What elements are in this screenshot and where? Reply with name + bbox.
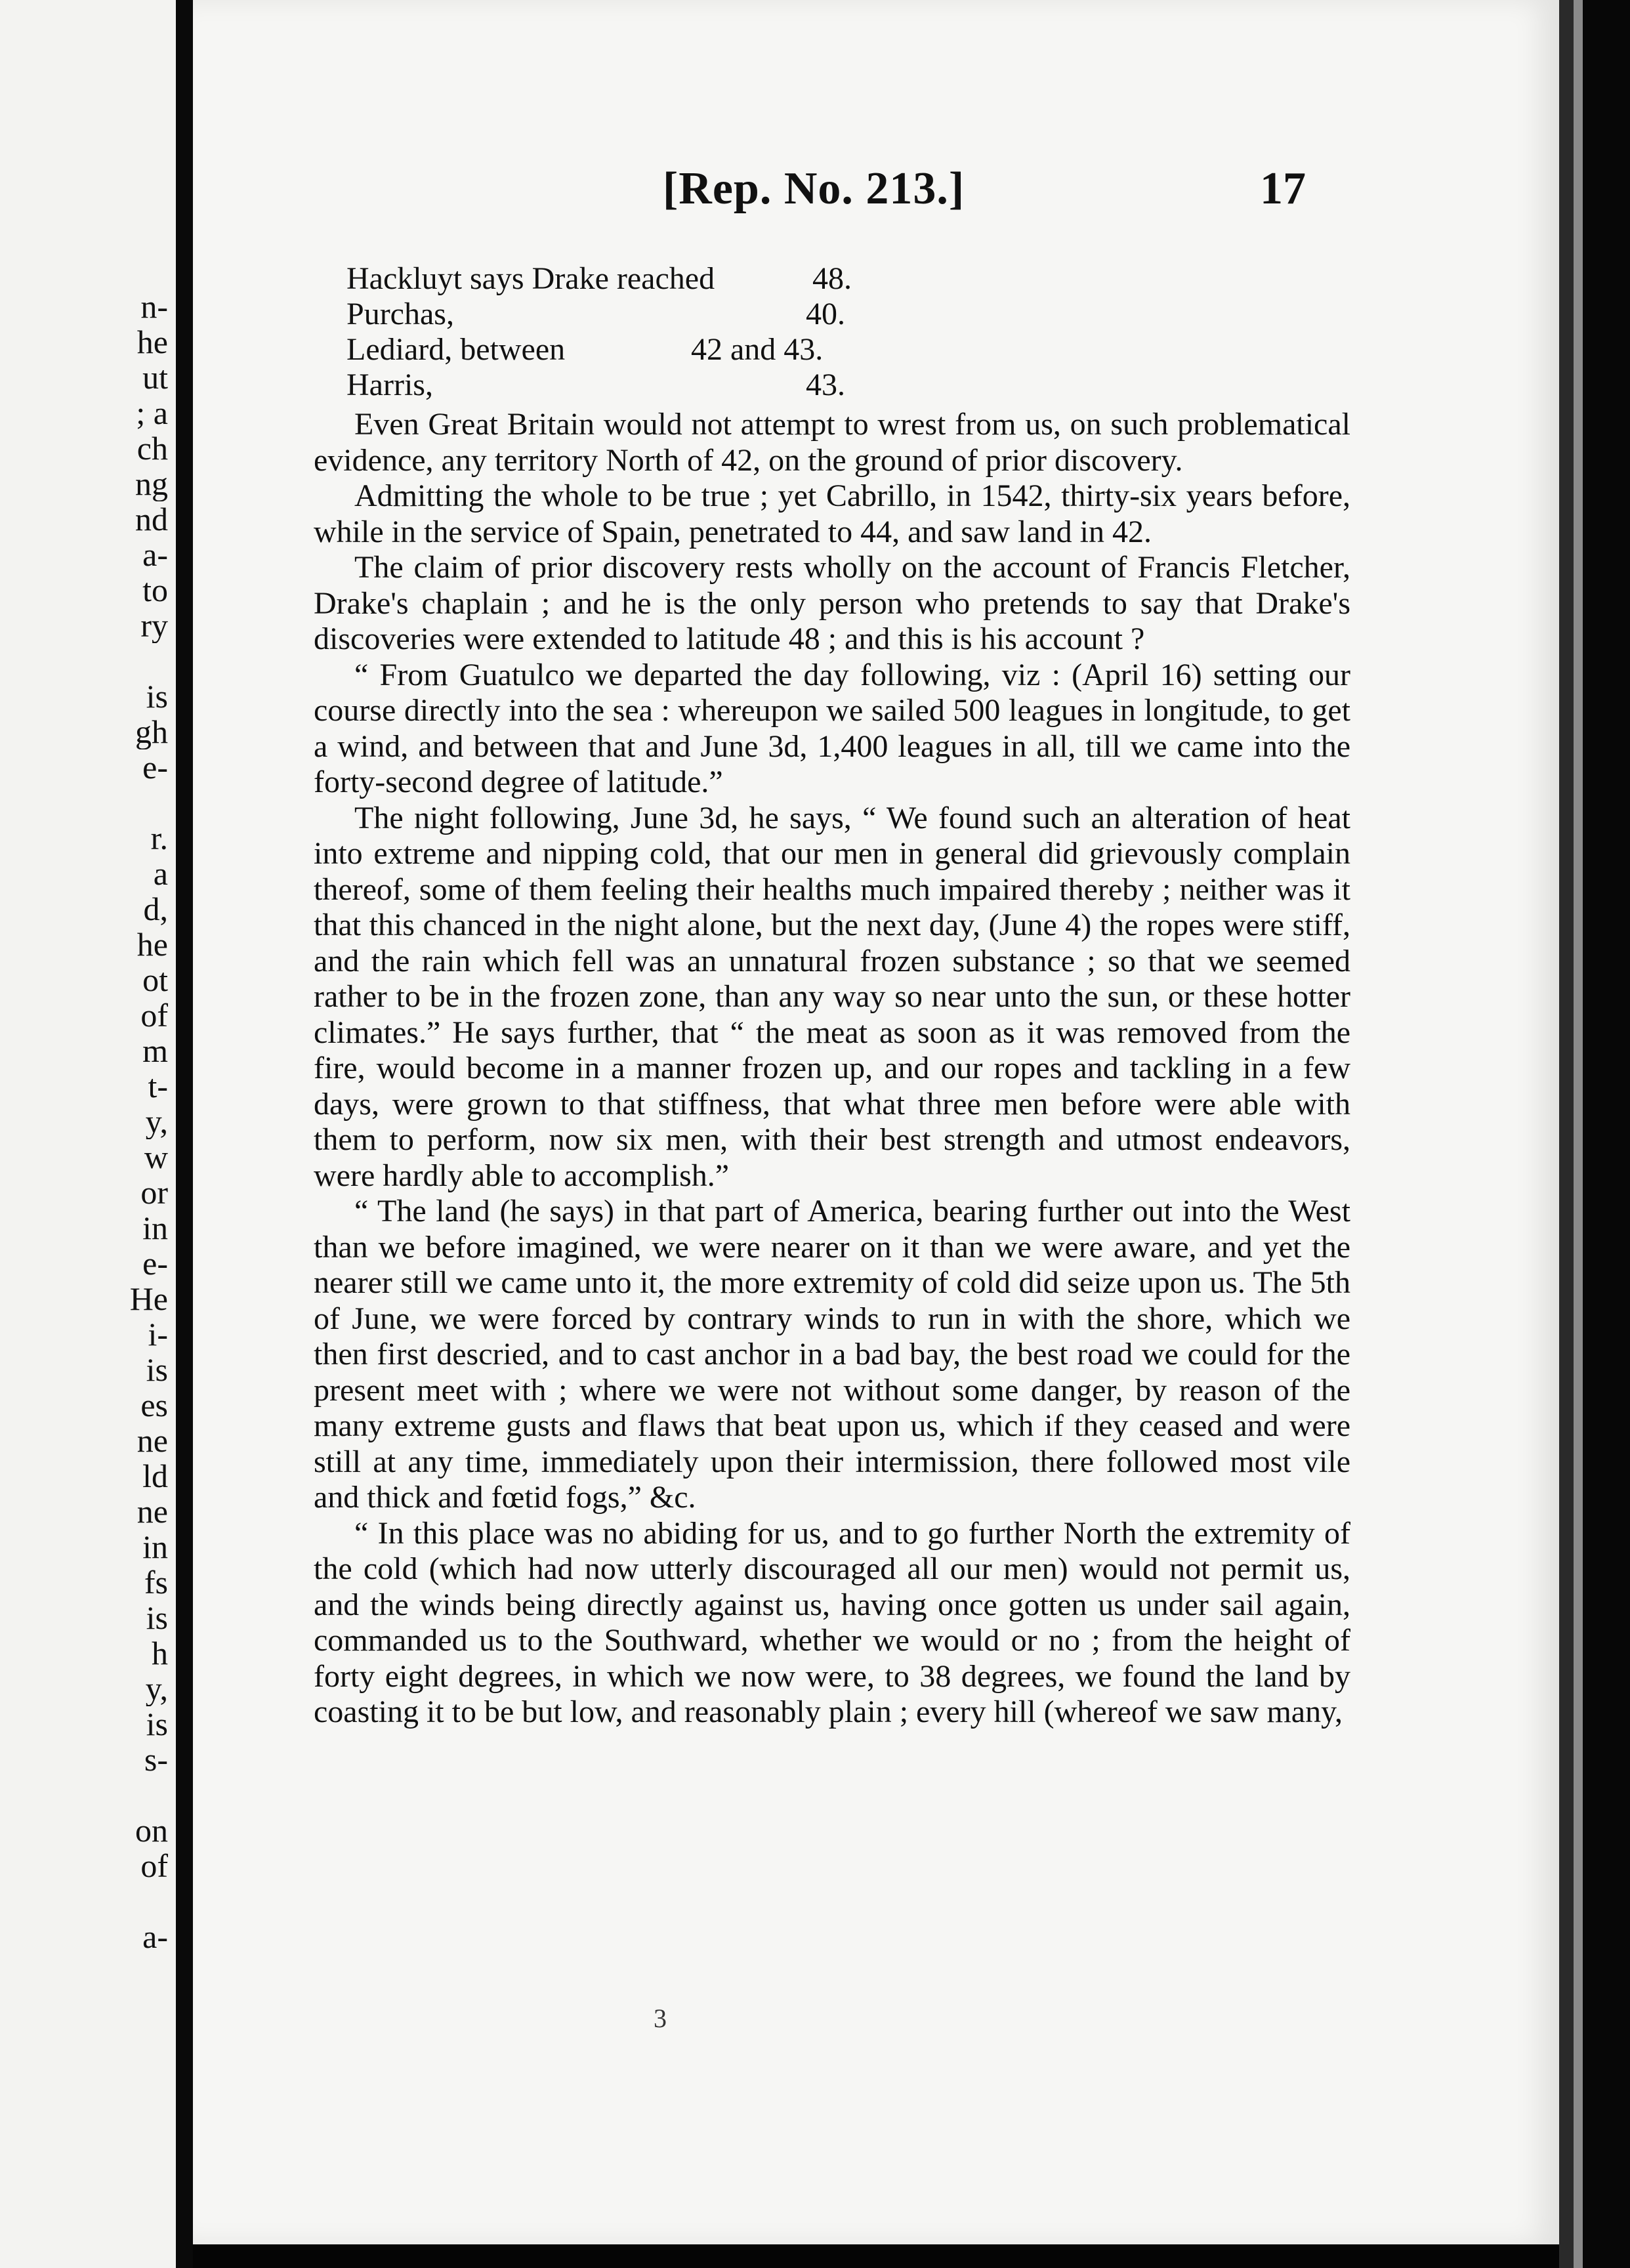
- facing-page-fragment: gh: [135, 714, 168, 749]
- facing-page-fragment: [0, 785, 176, 820]
- facing-page-fragment: a-: [142, 537, 168, 572]
- facing-page-fragment: e-: [142, 749, 168, 785]
- page-number: 17: [1260, 163, 1306, 214]
- paragraph: The night following, June 3d, he says, “ We found such an alteration of heat into extreme and nipping cold, that our men in general did grievously complain thereof, some of them feeling their healths much impaired thereby ; neither was it that this chanced in the night alone, but the next day, (June 4) the ropes were stiff, and the rain which fell was an unnatural frozen substance ; so that we seemed rather to be in the frozen zone, than any way so near unto the sun, or these hotter climates.” He says further, that “ the meat as soon as it was removed from the fire, would become in a manner frozen up, and our ropes and tackling in a few days, were grown to that stiffness, that what three men before were able with them to perform, now six men, with their best strength and utmost endeavors, were hardly able to accomplish.”: [314, 800, 1350, 1193]
- source-name: Lediard, between: [346, 332, 566, 367]
- facing-page-fragment: of: [140, 998, 168, 1033]
- latitude-value: 42 and 43.: [691, 332, 824, 367]
- facing-page-fragment: ry: [140, 608, 168, 643]
- facing-page-fragment: r.: [150, 820, 168, 856]
- facing-page-fragment: fs: [144, 1564, 168, 1600]
- quoted-paragraph: “ The land (he says) in that part of America, bearing further out into the West than we before imagined, we were nearer on it than we were aware, and yet the nearer still we came unto it, the more extremity of cold did seize upon us. The 5th of June, we were forced by contrary winds to run in with the shore, which we then first descried, and to cast anchor in a bad bay, the best road we could for the present meet with ; where we were not without some danger, by reason of the many extreme gusts and flaws that beat upon us, which if they ceased and were still at any time, immediately upon their intermission, there followed most vile and thick and fœtid fogs,” &c.: [314, 1194, 1350, 1515]
- facing-page-fragment: is: [146, 1706, 168, 1742]
- facing-page-fragment: y,: [145, 1104, 168, 1139]
- facing-page-fragment: He: [129, 1281, 168, 1316]
- facing-page-fragment: nd: [135, 501, 168, 537]
- body-text: [314, 407, 1350, 1731]
- facing-page-fragment: a-: [142, 1919, 168, 1954]
- facing-page-fragment: [0, 1777, 176, 1813]
- facing-page-fragment: i-: [148, 1316, 168, 1352]
- table-row: [346, 332, 1003, 368]
- facing-page-fragment: a: [153, 856, 168, 891]
- paragraph: Even Great Britain would not attempt to wrest from us, on such problematical evidence, any territory North of 42, on the ground of prior discovery.: [314, 407, 1350, 478]
- facing-page-fragment: of: [140, 1848, 168, 1883]
- facing-page-fragment: ne: [136, 1494, 168, 1529]
- facing-page-fragment: he: [136, 324, 168, 360]
- latitude-value: 48.: [812, 261, 852, 296]
- facing-page-fragment: is: [146, 679, 168, 714]
- page-header: [663, 163, 1319, 222]
- facing-page-fragment: [0, 1883, 176, 1919]
- quoted-paragraph: “ From Guatulco we departed the day following, viz : (April 16) setting our course directly into the sea : whereupon we sailed 500 leagues in longitude, to get a wind, and between that and June 3d, 1,400 leagues in all, till we came into the forty-second degree of latitude.”: [314, 657, 1350, 799]
- facing-page-fragment: w: [144, 1139, 168, 1175]
- facing-page-fragment: ; a: [136, 395, 168, 430]
- facing-page-fragment: or: [140, 1175, 168, 1210]
- facing-page-fragment: ld: [142, 1458, 168, 1494]
- latitude-claims-table: [346, 261, 1003, 403]
- facing-page-fragment: is: [146, 1352, 168, 1387]
- facing-page-fragment: is: [146, 1600, 168, 1635]
- paragraph: The claim of prior discovery rests wholly on the account of Francis Fletcher, Drake's chaplain ; and he is the only person who pretends to say that Drake's discoveries were extended to latitude 48 ; and this is his account ?: [314, 550, 1350, 656]
- table-row: [346, 368, 1003, 403]
- facing-page-fragment: [0, 643, 176, 679]
- facing-page-edge: [0, 0, 176, 2268]
- running-head: [Rep. No. 213.]: [663, 163, 965, 214]
- source-name: Purchas,: [346, 297, 454, 331]
- facing-page-fragment: ut: [142, 360, 168, 395]
- facing-page-fragment: ch: [136, 430, 168, 466]
- table-row: [346, 297, 1003, 332]
- quoted-paragraph: “ In this place was no abiding for us, and to go further North the extremity of the cold (which had now utterly discouraged all our men) would not permit us, and the winds being directly against us, having once gotten us under sail again, commanded us to the Southward, whether we would or no ; from the height of forty eight degrees, in which we now were, to 38 degrees, we found the land by coasting it to be but low, and reasonably plain ; every hill (whereof we saw many,: [314, 1515, 1350, 1729]
- signature-mark: 3: [654, 2004, 667, 2033]
- page-edge-highlight: [1574, 0, 1583, 2268]
- latitude-value: 40.: [806, 297, 845, 331]
- facing-page-fragment: to: [142, 572, 168, 608]
- facing-page-fragment: m: [142, 1033, 168, 1068]
- facing-page-fragment: ot: [142, 962, 168, 998]
- facing-page-fragment: on: [135, 1813, 168, 1848]
- paragraph: Admitting the whole to be true ; yet Cabrillo, in 1542, thirty-six years before, while in the service of Spain, penetrated to 44, and saw land in 42.: [314, 478, 1350, 549]
- facing-page-fragment: in: [142, 1210, 168, 1246]
- facing-page-fragment: t-: [148, 1068, 168, 1104]
- page-edge-shadow: [1559, 0, 1574, 2268]
- source-name: Hackluyt says Drake reached: [346, 261, 715, 296]
- scan-border: [1583, 0, 1630, 2268]
- table-row: [346, 261, 1003, 297]
- source-name: Harris,: [346, 368, 433, 402]
- facing-page-fragment: he: [136, 927, 168, 962]
- facing-page-fragment: es: [140, 1387, 168, 1423]
- facing-page-text-fragments: [0, 289, 176, 1954]
- facing-page-fragment: e-: [142, 1246, 168, 1281]
- facing-page-fragment: y,: [145, 1671, 168, 1706]
- facing-page-fragment: ng: [135, 466, 168, 501]
- facing-page-fragment: s-: [144, 1742, 168, 1777]
- book-gutter: [176, 0, 193, 2268]
- facing-page-fragment: h: [152, 1635, 168, 1671]
- facing-page-fragment: ne: [136, 1423, 168, 1458]
- facing-page-fragment: d,: [143, 891, 168, 927]
- latitude-value: 43.: [806, 368, 845, 402]
- facing-page-fragment: n-: [140, 289, 168, 324]
- facing-page-fragment: in: [142, 1529, 168, 1564]
